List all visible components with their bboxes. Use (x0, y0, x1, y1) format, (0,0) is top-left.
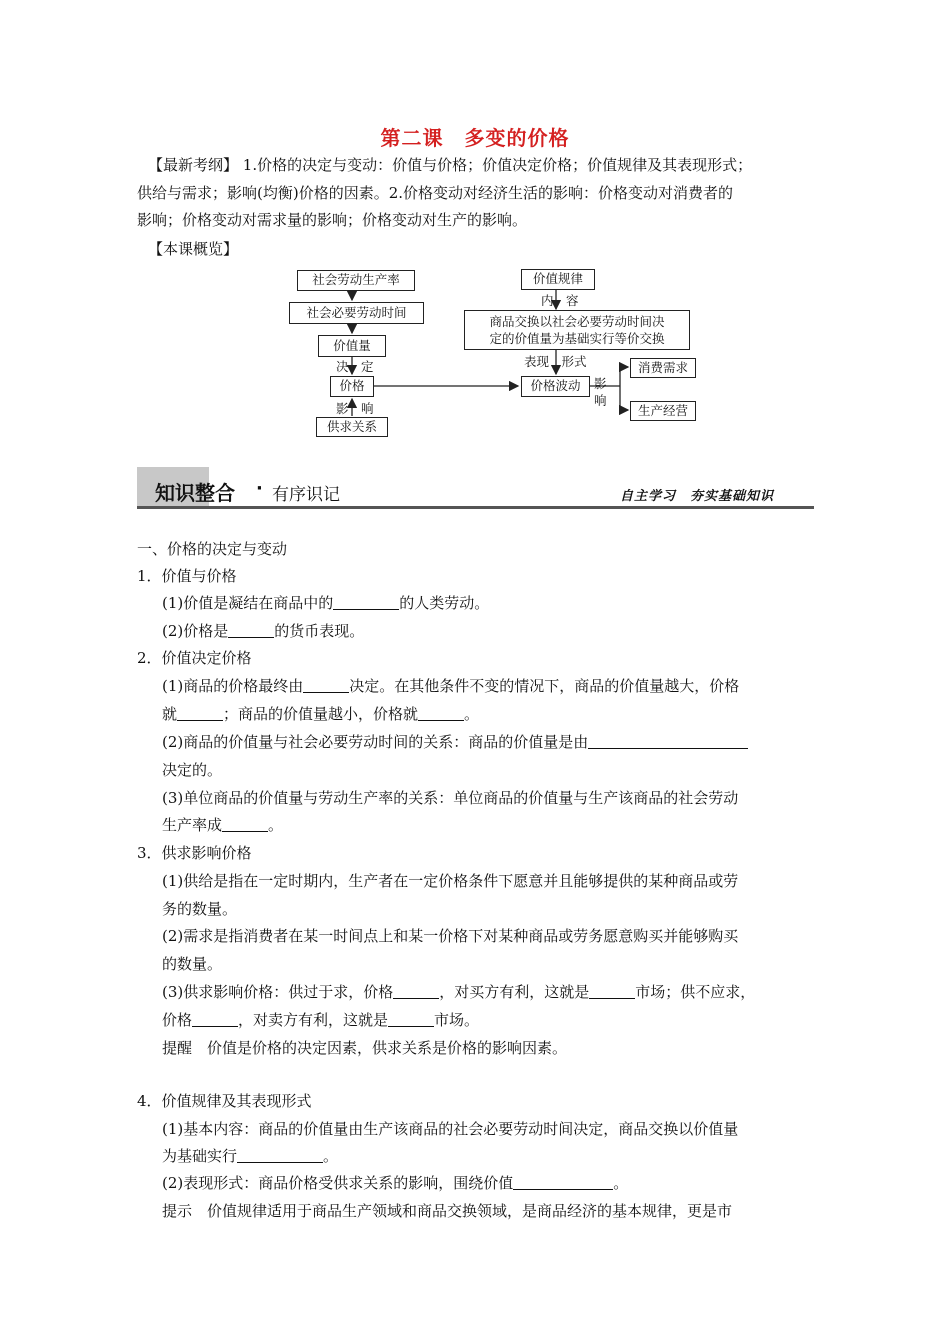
reminder-note: 提醒 价值是价格的决定因素，供求关系是价格的影响因素。 (162, 1039, 568, 1057)
item-heading-4: 4．价值规律及其表现形式 (137, 1092, 312, 1110)
para-2b: (2)商品的价值量与社会必要劳动时间的关系：商品的价值量是由 (162, 729, 748, 756)
para-1b: (2)价格是 的货币表现。 (162, 622, 365, 640)
para-3a-cont: 务的数量。 (162, 900, 238, 918)
kaogang-line-3: 影响；价格变动对需求量的影响；价格变动对生产的影响。 (137, 211, 528, 229)
kaogang-line-1: 【最新考纲】 1.价格的决定与变动：价值与价格；价值决定价格；价值规律及其表现形式； (148, 156, 753, 174)
box-supply-demand: 供求关系 (316, 417, 388, 437)
para-4a-cont: 为基础实行 。 (162, 1147, 339, 1165)
label-xiang: 响 (594, 393, 607, 408)
page-title: 第二课 多变的价格 (380, 126, 570, 150)
section-heading-1: 一、价格的决定与变动 (137, 540, 288, 558)
overview-diagram (0, 0, 950, 450)
blank[interactable] (303, 677, 349, 693)
kaogang-line-2: 供给与需求；影响(均衡)价格的因素。2.价格变动对经济生活的影响：价格变动对消费者的 (137, 184, 734, 202)
hint-note: 提示 价值规律适用于商品生产领域和商品交换领域，是商品经济的基本规律，更是市 (162, 1202, 733, 1220)
blank[interactable] (222, 816, 268, 832)
box-equal-exchange: 商品交换以社会必要劳动时间决 定的价值量为基础实行等价交换 (464, 310, 690, 350)
blank[interactable] (192, 1011, 238, 1027)
blank[interactable] (237, 1147, 323, 1163)
banner-dot: · (256, 478, 263, 499)
para-4a: (1)基本内容：商品的价值量由生产该商品的社会必要劳动时间决定，商品交换以价值量 (162, 1120, 739, 1138)
gailan-label: 【本课概览】 (148, 240, 239, 258)
blank[interactable] (388, 1011, 434, 1027)
label-form: 表现 形式 (524, 354, 587, 369)
box-law-of-value: 价值规律 (521, 269, 595, 290)
box-value-amount: 价值量 (318, 335, 386, 357)
para-2b-cont: 决定的。 (162, 761, 223, 779)
label-ying: 影 (594, 376, 607, 391)
box-price-fluctuation: 价格波动 (521, 376, 590, 397)
box-labor-productivity: 社会劳动生产率 (297, 270, 415, 291)
blank[interactable] (177, 705, 223, 721)
banner-main: 知识整合 (155, 481, 235, 505)
banner-right: 自主学习 夯实基础知识 (620, 489, 775, 504)
para-3b: (2)需求是指消费者在某一时间点上和某一价格下对某种商品或劳务愿意购买并能够购买 (162, 927, 739, 945)
para-3b-cont: 的数量。 (162, 955, 223, 973)
blank[interactable] (588, 733, 748, 749)
box-production: 生产经营 (630, 401, 696, 421)
banner-sub: 有序识记 (272, 485, 340, 505)
para-2c-cont: 生产率成 。 (162, 816, 284, 834)
label-influence: 影 响 (336, 401, 374, 416)
banner-rule (137, 506, 814, 509)
item-heading-2: 2．价值决定价格 (137, 649, 252, 667)
box-consumer-demand: 消费需求 (630, 358, 696, 378)
para-2a-cont: 就 ；商品的价值量越小，价格就 。 (162, 705, 480, 723)
para-3a: (1)供给是指在一定时期内，生产者在一定价格条件下愿意并且能够提供的某种商品或劳 (162, 872, 739, 890)
para-2a: (1)商品的价格最终由 决定。在其他条件不变的情况下，商品的价值量越大，价格 (162, 677, 740, 695)
label-decide: 决 定 (336, 359, 374, 374)
blank[interactable] (418, 705, 464, 721)
blank[interactable] (333, 594, 399, 610)
box-socially-necessary-time: 社会必要劳动时间 (289, 302, 424, 324)
para-4b: (2)表现形式：商品价格受供求关系的影响，围绕价值 。 (162, 1174, 629, 1192)
para-1a: (1)价值是凝结在商品中的 的人类劳动。 (162, 594, 490, 612)
blank[interactable] (589, 983, 635, 999)
para-3c: (3)供求影响价格：供过于求，价格 ，对买方有利，这就是 市场；供不应求， (162, 983, 756, 1001)
blank[interactable] (393, 983, 439, 999)
box-price: 价格 (330, 376, 374, 397)
item-heading-3: 3．供求影响价格 (137, 844, 252, 862)
blank[interactable] (228, 622, 274, 638)
item-heading-1: 1．价值与价格 (137, 567, 237, 585)
para-3c-cont: 价格 ，对卖方有利，这就是 市场。 (162, 1011, 480, 1029)
diagram-connectors (0, 0, 950, 450)
label-content: 内 容 (541, 293, 579, 308)
kaogang-label: 【最新考纲】 (148, 156, 239, 174)
para-2c: (3)单位商品的价值量与劳动生产率的关系：单位商品的价值量与生产该商品的社会劳动 (162, 789, 739, 807)
blank[interactable] (513, 1174, 613, 1190)
